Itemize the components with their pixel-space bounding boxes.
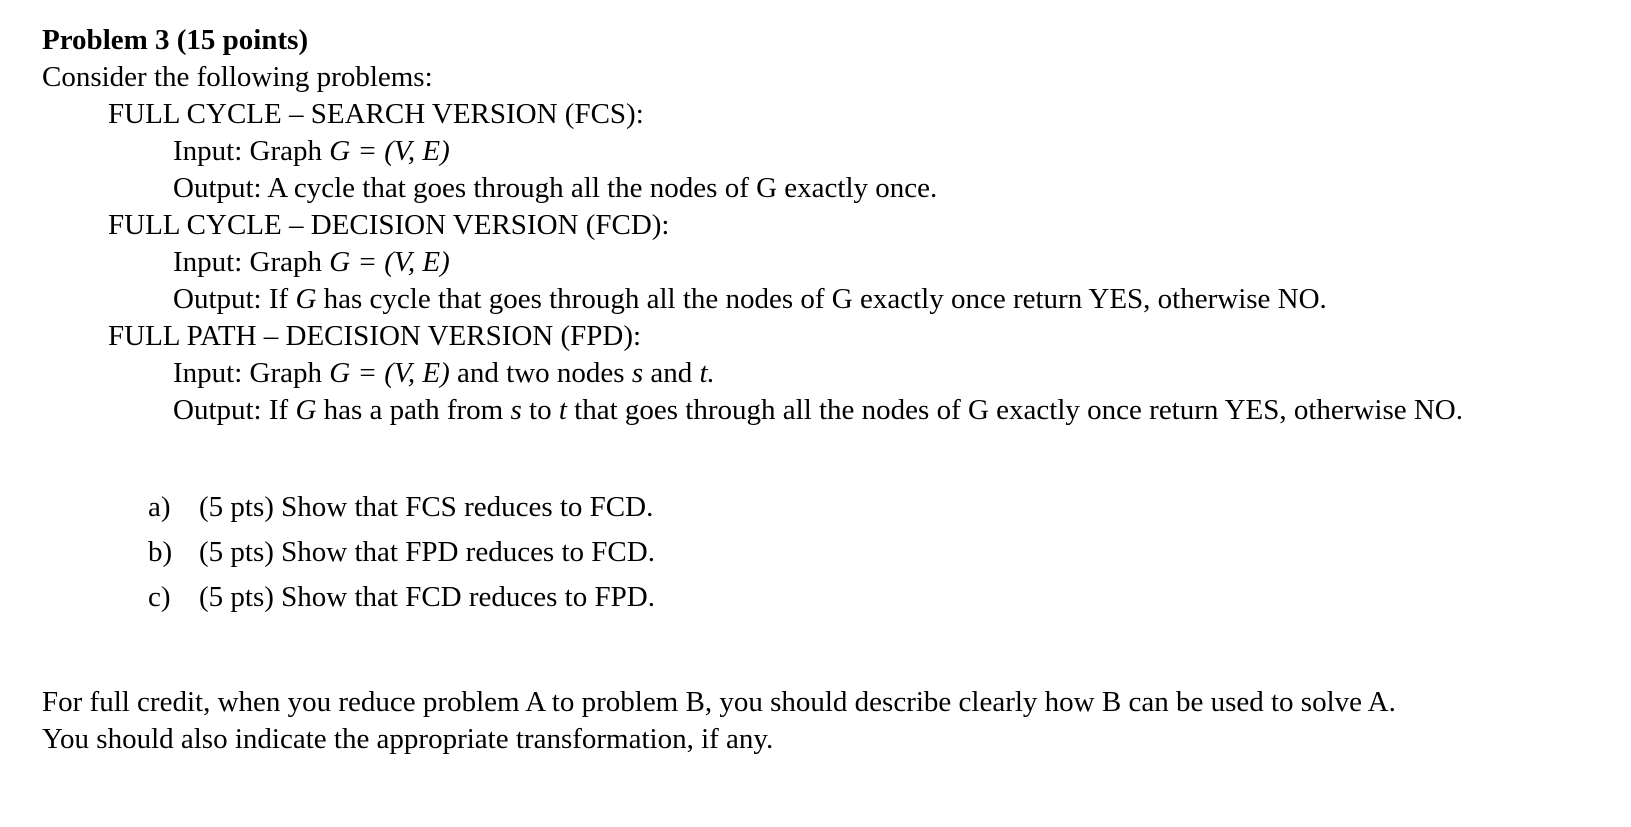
fcd-input-math: G = (V, E) — [329, 246, 450, 278]
fpd-output-prefix: Output: If — [173, 394, 296, 426]
credit-note-line-1: For full credit, when you reduce problem A to problem B, you should describe clearly how B can be used to solve A. — [42, 686, 1396, 718]
parts-list — [42, 485, 1602, 620]
part-text: (5 pts) Show that FCS reduces to FCD. — [199, 491, 654, 523]
problem-document — [42, 22, 1602, 758]
fpd-input-prefix: Input: Graph — [173, 357, 330, 389]
fcs-input — [42, 133, 1602, 170]
fcd-output-rest: has cycle that goes through all the nodes of G exactly once return YES, otherwise NO. — [316, 283, 1327, 315]
part-text: (5 pts) Show that FCD reduces to FPD. — [199, 581, 655, 613]
fcd-output-prefix: Output: If — [173, 283, 296, 315]
fpd-output-t: t — [558, 394, 567, 426]
credit-note-line-2: You should also indicate the appropriate transformation, if any. — [42, 723, 774, 755]
fpd-output-mid1: has a path from — [316, 394, 511, 426]
fpd-input-and: and — [643, 357, 700, 389]
part-label: c) — [148, 581, 171, 613]
fpd-input-s: s — [631, 357, 644, 389]
part-label: a) — [148, 491, 171, 523]
fpd-output-mid2: to — [521, 394, 559, 426]
fcd-heading: FULL CYCLE – DECISION VERSION (FCD): — [108, 209, 670, 241]
fpd-input-mid: and two nodes — [449, 357, 632, 389]
part-text: (5 pts) Show that FPD reduces to FCD. — [199, 536, 655, 568]
problem-intro: Consider the following problems: — [42, 61, 433, 93]
fpd-input — [42, 355, 1602, 392]
fpd-output-var: G — [295, 394, 317, 426]
fcs-input-prefix: Input: Graph — [173, 135, 330, 167]
fcd-output — [42, 281, 1602, 318]
fpd-output-s: s — [510, 394, 522, 426]
part-b — [148, 530, 1602, 575]
fpd-heading: FULL PATH – DECISION VERSION (FPD): — [108, 320, 642, 352]
problem-title: Problem 3 (15 points) — [42, 24, 309, 56]
fcd-input-prefix: Input: Graph — [173, 246, 330, 278]
fpd-output — [42, 392, 1602, 429]
fcs-input-math: G = (V, E) — [329, 135, 450, 167]
part-a — [148, 485, 1602, 530]
fpd-output-rest: that goes through all the nodes of G exactly once return YES, otherwise NO. — [566, 394, 1463, 426]
fcs-heading: FULL CYCLE – SEARCH VERSION (FCS): — [108, 98, 644, 130]
credit-note — [42, 684, 1602, 758]
fpd-input-math: G = (V, E) — [329, 357, 450, 389]
fcd-input — [42, 244, 1602, 281]
fpd-input-t: t. — [699, 357, 715, 389]
fcd-output-var: G — [295, 283, 317, 315]
part-c — [148, 575, 1602, 620]
fcs-output: Output: A cycle that goes through all the nodes of G exactly once. — [173, 172, 938, 204]
part-label: b) — [148, 536, 173, 568]
